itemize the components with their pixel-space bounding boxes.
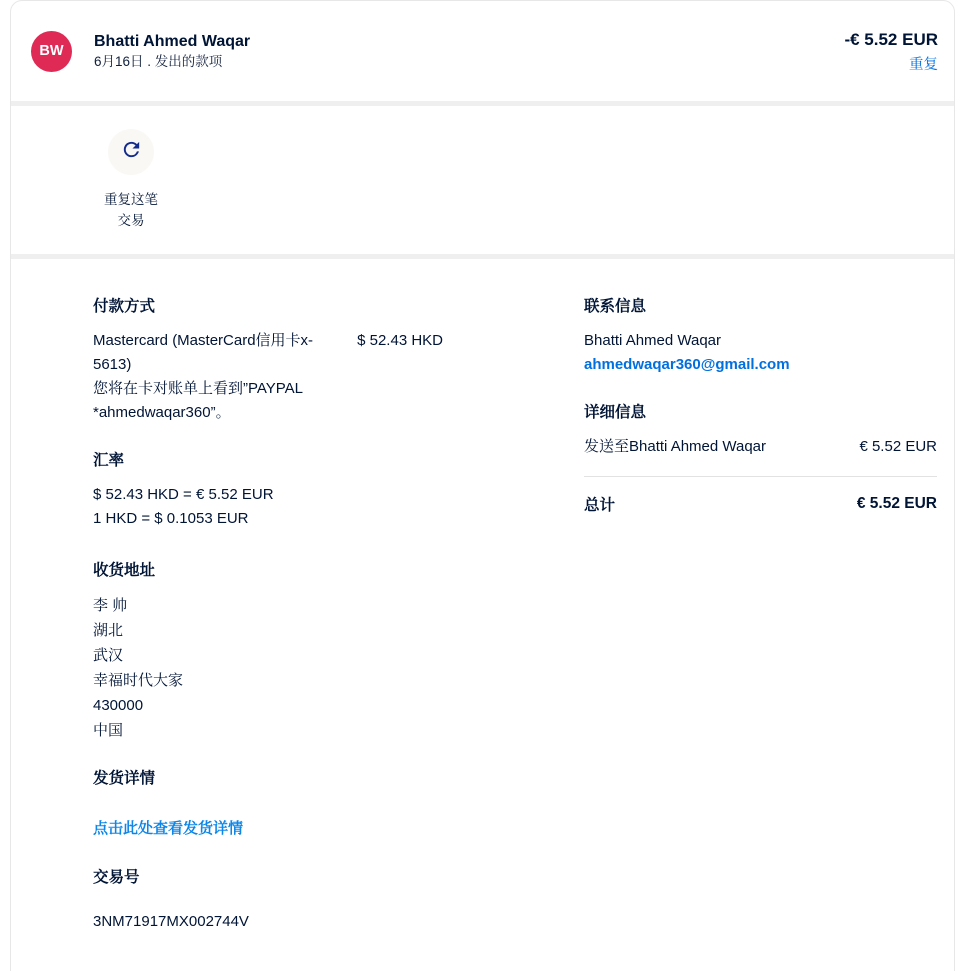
shipping-details-heading: 发货详情 [93, 770, 156, 787]
header-right [844, 29, 938, 74]
address-country: 中国 [93, 722, 124, 739]
address-city: 武汉 [93, 647, 124, 664]
shipping-address-section [93, 561, 443, 743]
address-province: 湖北 [93, 622, 124, 639]
counterparty-name: Bhatti Ahmed Waqar [94, 32, 251, 50]
repeat-transaction-label [71, 189, 191, 231]
payment-method-heading: 付款方式 [93, 298, 156, 315]
transaction-amount: -€ 5.52 EUR [844, 29, 938, 49]
repeat-label-line1: 重复这笔 [104, 192, 158, 207]
right-column [584, 297, 937, 934]
payment-method-statement-note: 您将在卡对账单上看到”PAYPAL *ahmedwaqar360”。 [93, 380, 303, 421]
left-column [93, 297, 443, 934]
total-label: 总计 [584, 497, 616, 514]
refresh-icon-circle [108, 129, 154, 175]
payment-method-section [93, 297, 443, 425]
address-recipient: 李 帅 [93, 597, 128, 614]
address-street: 幸福时代大家 [93, 672, 184, 689]
shipping-details-section [93, 769, 443, 838]
contact-name: Bhatti Ahmed Waqar [584, 332, 722, 349]
total-divider [584, 476, 937, 477]
exchange-rate-conversion: $ 52.43 HKD = € 5.52 EUR [93, 486, 274, 503]
sent-to-row [584, 435, 937, 459]
refresh-icon [120, 138, 143, 166]
details-section [584, 403, 937, 515]
transaction-details-body [11, 259, 954, 971]
total-row [584, 493, 937, 515]
payment-method-description [93, 329, 333, 425]
transaction-card [10, 0, 955, 971]
contact-info-section [584, 297, 937, 377]
total-amount: € 5.52 EUR [856, 495, 937, 512]
payment-amount-hkd: $ 52.43 HKD [357, 332, 443, 349]
sent-to-amount: € 5.52 EUR [859, 438, 937, 455]
avatar [31, 31, 72, 72]
avatar-initials: BW [39, 43, 64, 59]
transaction-header [11, 1, 954, 101]
transaction-id-heading: 交易号 [93, 869, 140, 886]
exchange-rate-section [93, 451, 443, 531]
exchange-rate-heading: 汇率 [93, 452, 125, 469]
transaction-id-section [93, 868, 443, 934]
exchange-rate-unit: 1 HKD = $ 0.1053 EUR [93, 510, 249, 527]
payment-method-name: Mastercard (MasterCard信用卡x-5613) [93, 332, 314, 373]
details-heading: 详细信息 [584, 404, 647, 421]
address-postcode: 430000 [93, 697, 144, 714]
repeat-label-line2: 交易 [117, 213, 145, 228]
repeat-transaction-button[interactable] [71, 129, 191, 231]
shipping-address-heading: 收货地址 [93, 562, 156, 579]
column-spacer [443, 297, 584, 934]
header-info [94, 31, 250, 72]
contact-info-heading: 联系信息 [584, 298, 647, 315]
transaction-id-value: 3NM71917MX002744V [93, 913, 249, 930]
payment-method-row [93, 329, 443, 425]
contact-email-link[interactable]: ahmedwaqar360@gmail.com [584, 356, 790, 373]
action-section [11, 106, 954, 254]
repeat-link[interactable]: 重复 [909, 56, 938, 73]
transaction-date-status: 6月16日 . 发出的款项 [94, 53, 223, 69]
view-shipping-details-link[interactable]: 点击此处查看发货详情 [93, 820, 244, 837]
sent-to-label: 发送至Bhatti Ahmed Waqar [584, 438, 767, 455]
